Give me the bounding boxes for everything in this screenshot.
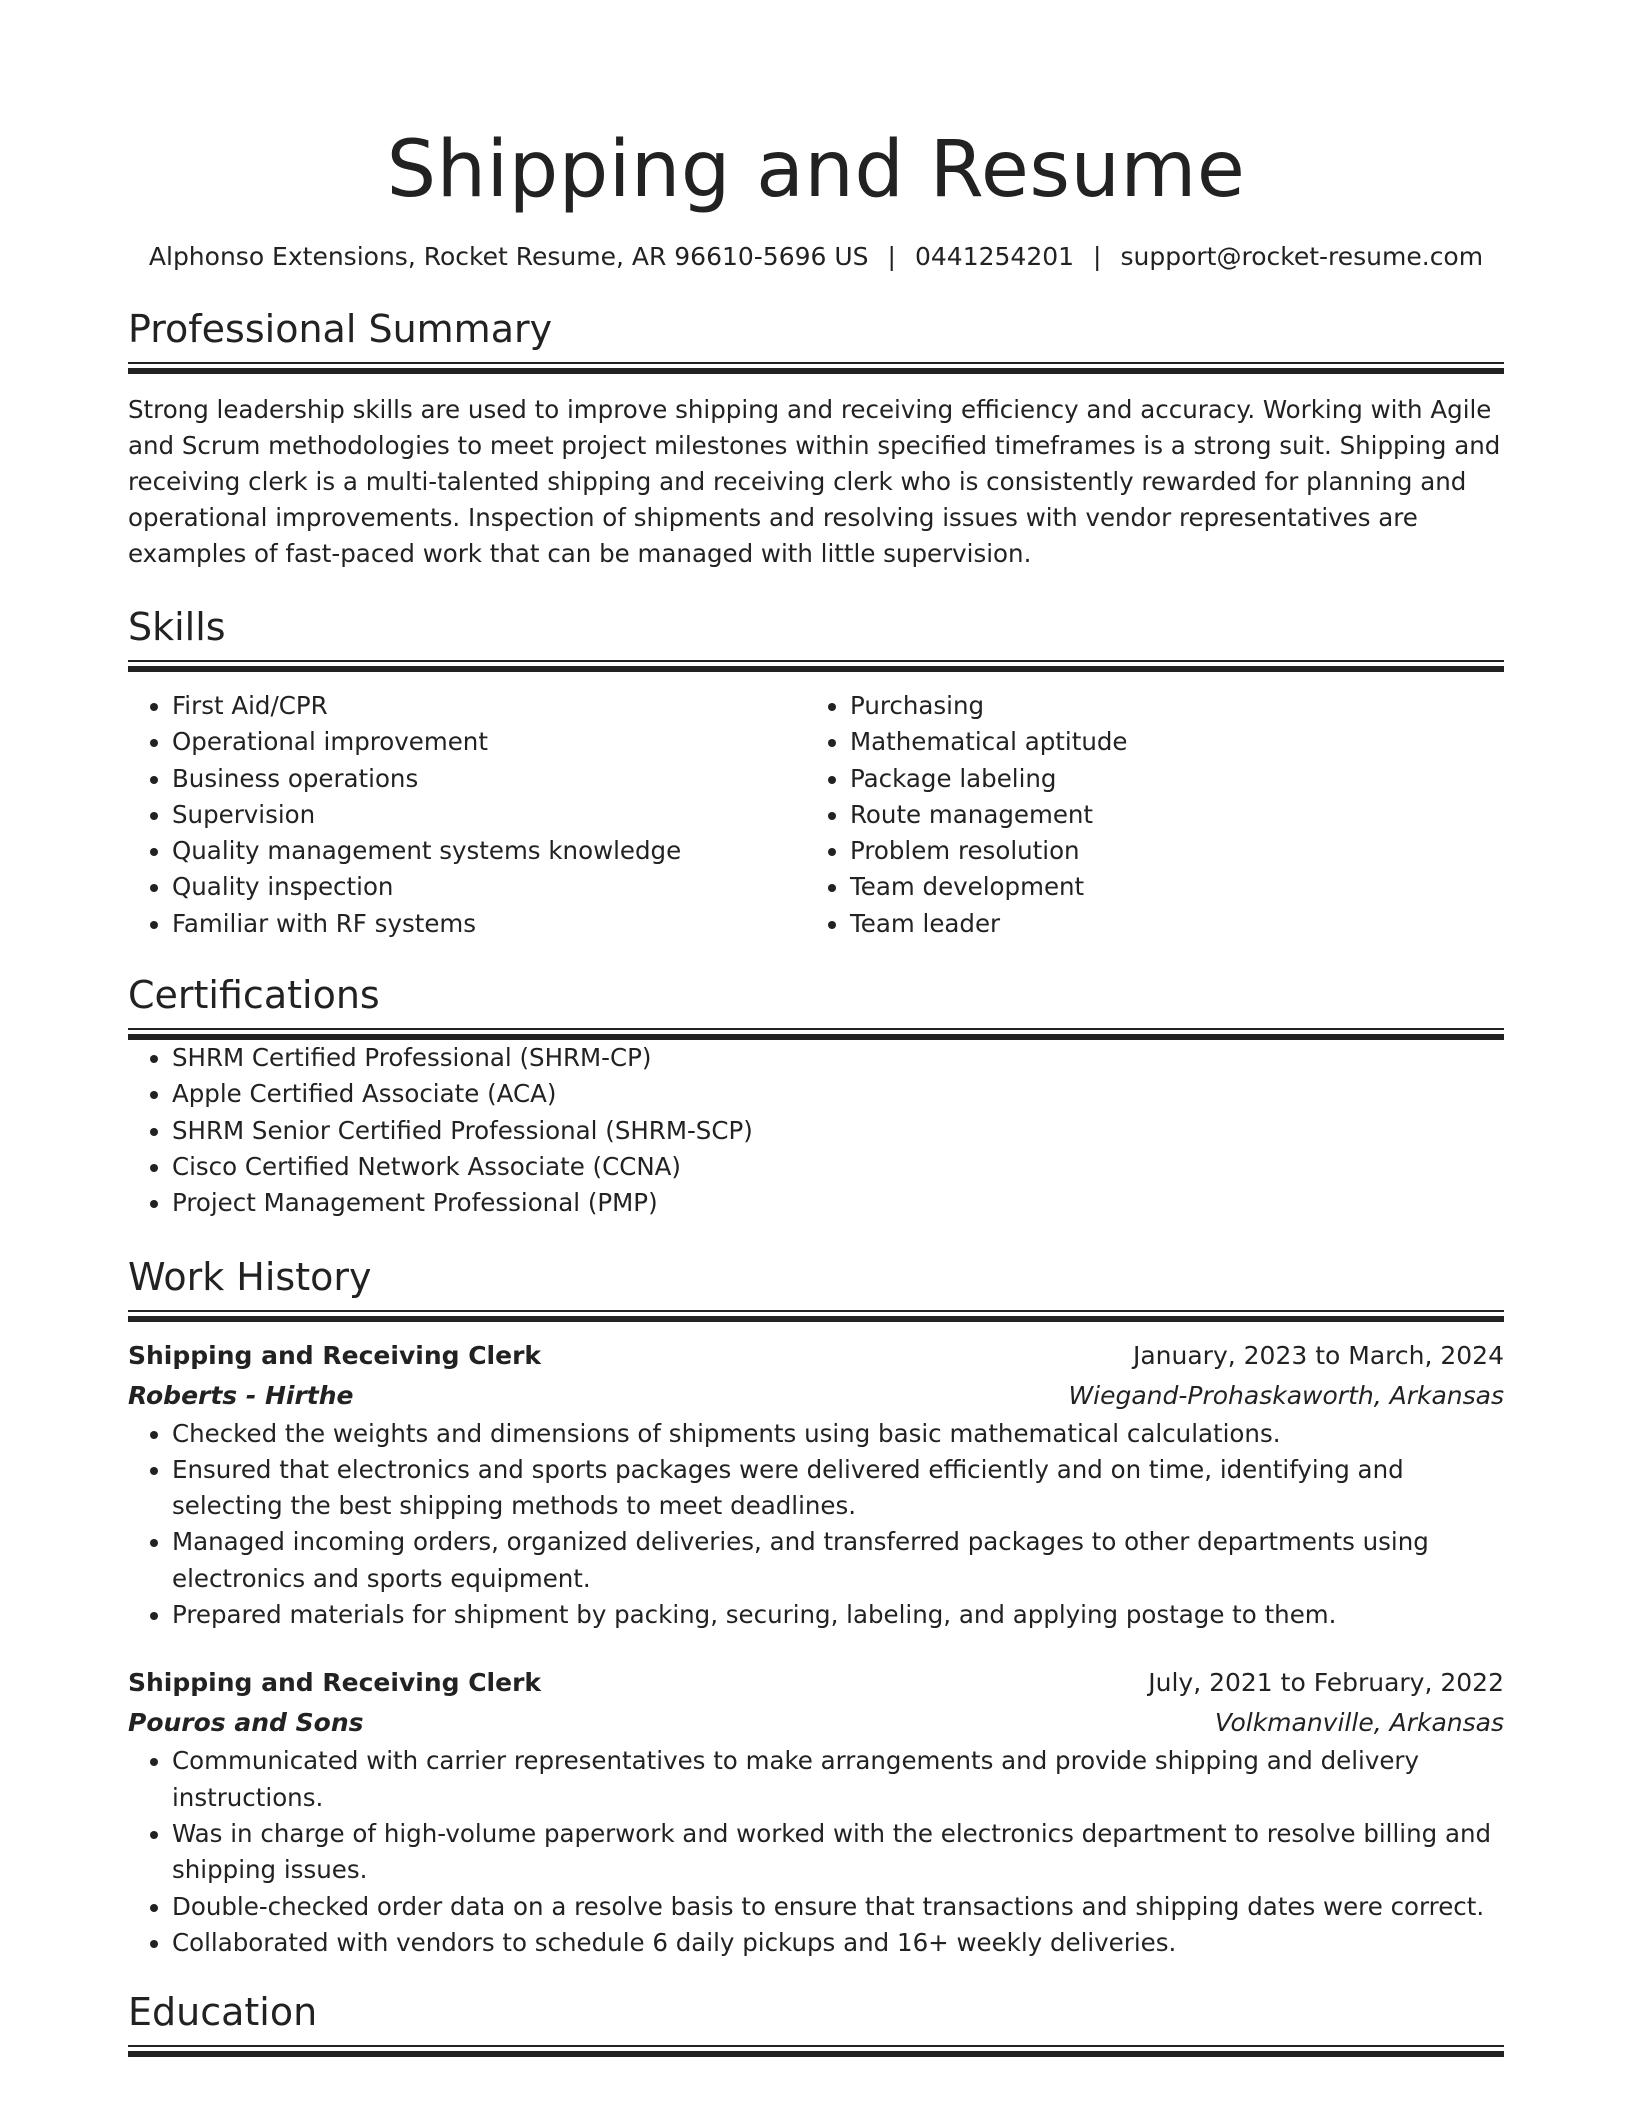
skill-item: • Familiar with RF systems [172,906,806,942]
section-divider [128,1028,1504,1040]
job-bullet: • Managed incoming orders, organized deliveries, and transferred packages to other departments using electronics and sports equipment. [172,1524,1504,1597]
section-divider [128,362,1504,374]
skill-item: • Quality inspection [172,869,806,905]
contact-separator: | [1093,242,1102,271]
skill-item: • Mathematical aptitude [850,724,1484,760]
skill-item: • Business operations [172,761,806,797]
skill-item: • First Aid/CPR [172,688,806,724]
skill-item: • Package labeling [850,761,1484,797]
contact-email: support@rocket-resume.com [1120,242,1484,271]
section-title-work-history: Work History [128,1254,372,1299]
certifications-list [128,1040,1504,1221]
job-header-row [128,1663,1504,1703]
summary-text: Strong leadership skills are used to improve shipping and receiving efficiency and accuracy. Working with Agile and Scrum methodologies to meet project milestones within specified timeframes is a strong suit. Shipping and receiving clerk is a multi-talented shipping and receiving clerk who is consistently rewarded for planning and operational improvements. Inspection of shipments and resolving issues with vendor representatives are examples of fast-paced work that can be managed with little supervision. [128,395,1501,568]
job-bullet: • Was in charge of high-volume paperwork and worked with the electronics department to resolve billing and shipping issues. [172,1816,1504,1889]
skills-list-left [128,688,806,942]
section-divider [128,1310,1504,1322]
contact-separator: | [887,242,896,271]
job-location: Volkmanville, Arkansas [1214,1708,1504,1738]
job-bullets [128,1416,1504,1634]
skill-item: • Problem resolution [850,833,1484,869]
job-bullet: • Checked the weights and dimensions of shipments using basic mathematical calculations. [172,1416,1504,1452]
job-company: Pouros and Sons [128,1708,364,1738]
job-entry [128,1336,1504,1634]
job-bullet: • Ensured that electronics and sports packages were delivered efficiently and on time, identifying and selecting the best shipping methods to meet deadlines. [172,1452,1504,1525]
job-title: Shipping and Receiving Clerk [128,1340,542,1370]
job-header-row [128,1336,1504,1376]
skill-item: • Team leader [850,906,1484,942]
work-history-section [128,1254,1504,1962]
certifications-section [128,972,1504,1221]
section-divider [128,2045,1504,2057]
section-title-summary: Professional Summary [128,307,553,351]
certification-item: • Cisco Certified Network Associate (CCNA) [172,1149,1504,1185]
certification-item: • SHRM Certified Professional (SHRM-CP) [172,1040,1504,1076]
skill-item: • Operational improvement [172,724,806,760]
job-bullet: • Prepared materials for shipment by packing, securing, labeling, and applying postage to them. [172,1597,1504,1633]
skills-columns [128,688,1504,942]
job-entry [128,1663,1504,1961]
contact-address: Alphonso Extensions, Rocket Resume, AR 96610-5696 US [148,242,869,271]
job-subheader-row [128,1376,1504,1416]
job-dates: July, 2021 to February, 2022 [1148,1668,1504,1698]
contact-phone: 0441254201 [914,242,1075,271]
job-bullet: • Communicated with carrier representatives to make arrangements and provide shipping and delivery instructions. [172,1743,1504,1816]
job-location: Wiegand-Prohaskaworth, Arkansas [1068,1380,1504,1410]
summary-section [128,306,1504,572]
resume-page [128,0,1504,2057]
job-dates: January, 2023 to March, 2024 [1132,1340,1504,1370]
job-bullet: • Collaborated with vendors to schedule 6 daily pickups and 16+ weekly deliveries. [172,1925,1504,1961]
education-section [128,1989,1504,2057]
job-title: Shipping and Receiving Clerk [128,1668,542,1698]
contact-line [128,242,1504,272]
section-title-education: Education [128,1990,318,2035]
skill-item: • Supervision [172,797,806,833]
skill-item: • Quality management systems knowledge [172,833,806,869]
resume-name: Shipping and Resume [386,125,1246,215]
skill-item: • Purchasing [850,688,1484,724]
skills-column-right [806,688,1484,942]
skills-section [128,604,1504,942]
job-company: Roberts - Hirthe [128,1380,354,1410]
section-title-certifications: Certifications [128,973,380,1018]
skill-item: • Route management [850,797,1484,833]
certification-item: • Apple Certified Associate (ACA) [172,1076,1504,1112]
job-subheader-row [128,1703,1504,1743]
job-bullets [128,1743,1504,1961]
skills-column-left [128,688,806,942]
certification-item: • SHRM Senior Certified Professional (SHRM-SCP) [172,1113,1504,1149]
section-divider [128,660,1504,672]
skill-item: • Team development [850,869,1484,905]
certification-item: • Project Management Professional (PMP) [172,1185,1504,1221]
skills-list-right [806,688,1484,942]
job-bullet: • Double-checked order data on a resolve basis to ensure that transactions and shipping dates were correct. [172,1889,1504,1925]
section-title-skills: Skills [128,605,226,649]
